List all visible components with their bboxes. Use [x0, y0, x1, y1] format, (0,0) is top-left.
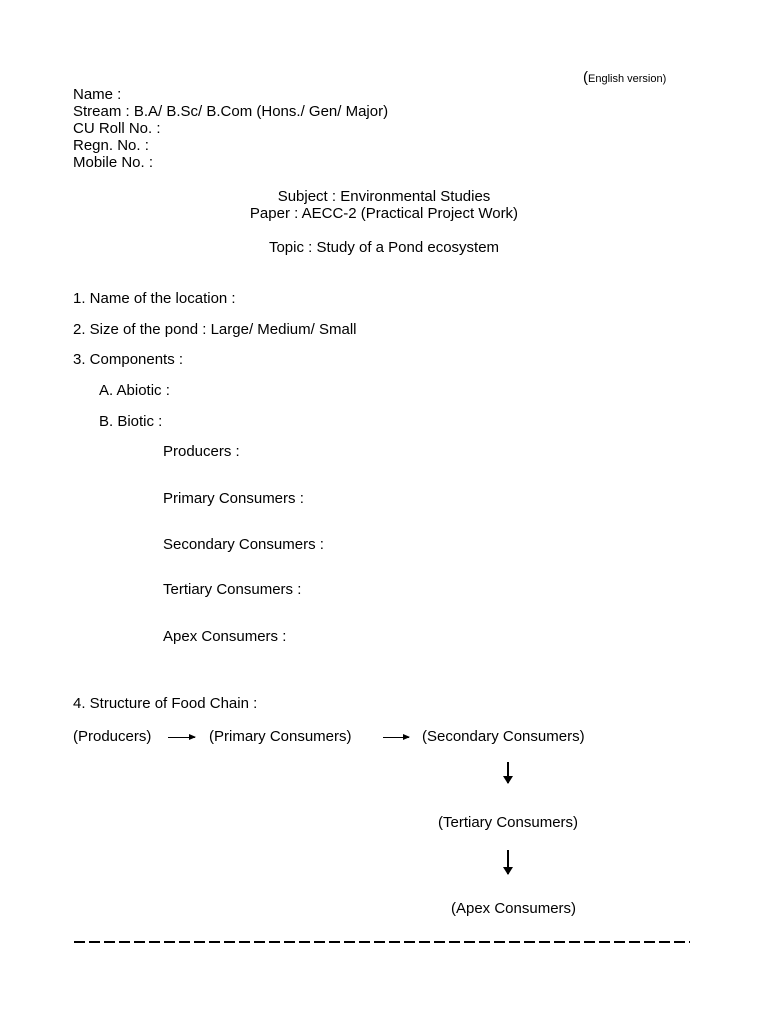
- apex-consumers-label: Apex Consumers :: [163, 628, 287, 645]
- paper-title: Paper : AECC-2 (Practical Project Work): [249, 205, 519, 222]
- mobile-line: Mobile No. :: [73, 154, 154, 171]
- secondary-consumers-label: Secondary Consumers :: [163, 536, 324, 553]
- roll-line: CU Roll No. :: [73, 120, 161, 137]
- biotic-label: B. Biotic :: [99, 413, 163, 430]
- question-1: 1. Name of the location :: [73, 290, 236, 307]
- stream-line: Stream : B.A/ B.Sc/ B.Com (Hons./ Gen/ Major): [73, 103, 389, 120]
- chain-tertiary: (Tertiary Consumers): [438, 814, 579, 831]
- regn-line: Regn. No. :: [73, 137, 149, 154]
- producers-label: Producers :: [163, 443, 240, 460]
- chain-apex: (Apex Consumers): [451, 900, 577, 917]
- tertiary-consumers-label: Tertiary Consumers :: [163, 581, 302, 598]
- arrow-down-icon: [507, 850, 509, 874]
- name-line: Name :: [73, 86, 122, 103]
- question-3: 3. Components :: [73, 351, 184, 368]
- version-note: [583, 69, 666, 88]
- primary-consumers-label: Primary Consumers :: [163, 490, 304, 507]
- dashed-divider: [74, 941, 690, 943]
- version-text: English version): [588, 73, 667, 85]
- chain-primary: (Primary Consumers): [209, 728, 352, 745]
- subject-title: Subject : Environmental Studies: [277, 188, 491, 205]
- arrow-right-icon: [383, 737, 409, 738]
- version-paren: (: [583, 69, 588, 86]
- chain-producers: (Producers): [73, 728, 152, 745]
- abiotic-label: A. Abiotic :: [99, 382, 170, 399]
- arrow-down-icon: [507, 762, 509, 783]
- topic-title: Topic : Study of a Pond ecosystem: [268, 239, 500, 256]
- chain-secondary: (Secondary Consumers): [422, 728, 585, 745]
- arrow-right-icon: [168, 737, 195, 738]
- question-4: 4. Structure of Food Chain :: [73, 695, 258, 712]
- question-2: 2. Size of the pond : Large/ Medium/ Small: [73, 321, 357, 338]
